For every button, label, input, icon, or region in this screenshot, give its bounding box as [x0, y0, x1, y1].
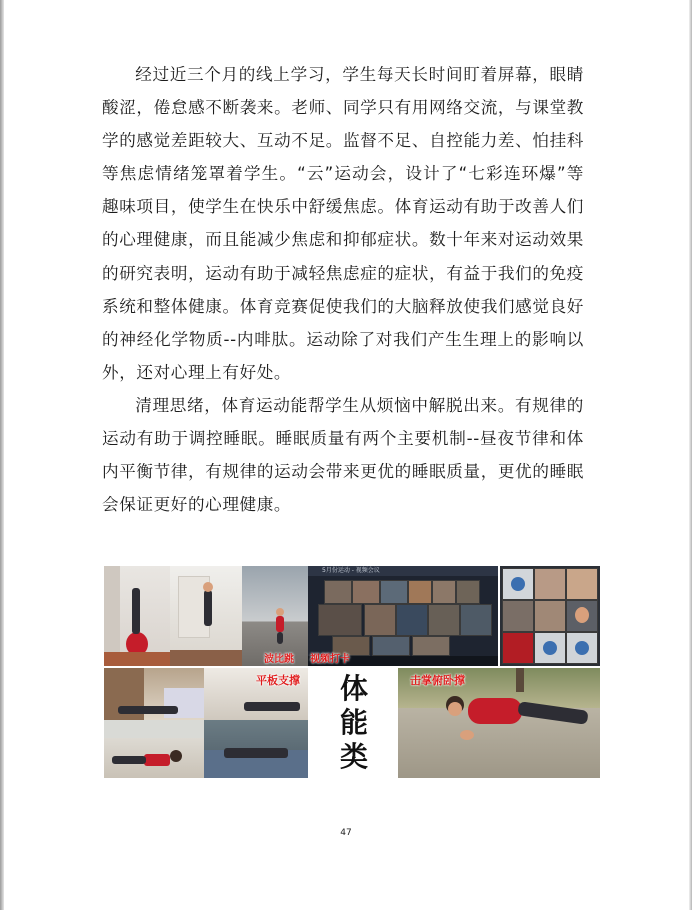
caption-clap-pushup: 击掌俯卧撑 — [410, 674, 465, 687]
video-header: 5月份运动 - 视频会议 — [308, 566, 498, 576]
category-char-1: 体 — [339, 672, 368, 705]
paragraph-1: 经过近三个月的线上学习，学生每天长时间盯着屏幕，眼睛酸涩，倦怠感不断袭来。老师、同学只有用网络交流，与课堂教学的感觉差距较大、互动不足。监督不足、自控能力差、怕挂科等焦虑情绪笼罩着学生。“云”运动会，设计了“七彩连环爆”等趣味项目，使学生在快乐中舒缓焦虑。体育运动有助于改善人们的心理健康，而且能减少焦虑和抑郁症状。数十年来对运动效果的研究表明，运动有助于减轻焦虑症的症状，有益于我们的免疫系统和整体健康。体育竞赛促使我们的大脑释放使我们感觉良好的神经化学物质--内啡肽。运动除了对我们产生生理上的影响以外，还对心理上有好处。 — [102, 65, 584, 382]
photo-video-grid — [500, 566, 600, 666]
category-char-2: 能 — [339, 706, 368, 739]
photo-jump-indoor — [170, 566, 242, 666]
page-edge-left — [0, 0, 4, 910]
paragraph-2: 清理思绪，体育运动能帮学生从烦恼中解脱出来。有规律的运动有助于调控睡眠。睡眠质量有两个主要机制--昼夜节律和体内平衡节律，有规律的运动会带来更优的睡眠质量，更优的睡眠会保证更好的心理健康。 — [102, 395, 584, 515]
category-label-fitness — [310, 668, 398, 778]
photo-clap-pushup — [398, 668, 600, 778]
category-char-3: 类 — [339, 740, 368, 773]
photo-video-conference — [308, 566, 498, 666]
photo-plank-blue-floor — [204, 720, 308, 778]
photo-plank-bedroom — [104, 668, 204, 720]
photo-handstand — [104, 566, 170, 666]
caption-burpee: 波比跳 — [264, 654, 294, 665]
page-number: 47 — [340, 828, 352, 838]
body-text — [102, 58, 584, 521]
exercise-photo-collage — [104, 566, 600, 778]
photo-plank-red-shirt — [104, 720, 204, 778]
photo-plank-floor — [204, 668, 308, 720]
caption-video: 视频打卡 — [310, 654, 350, 665]
caption-plank: 平板支撑 — [256, 674, 300, 687]
photo-burpee-outdoor — [242, 566, 308, 666]
